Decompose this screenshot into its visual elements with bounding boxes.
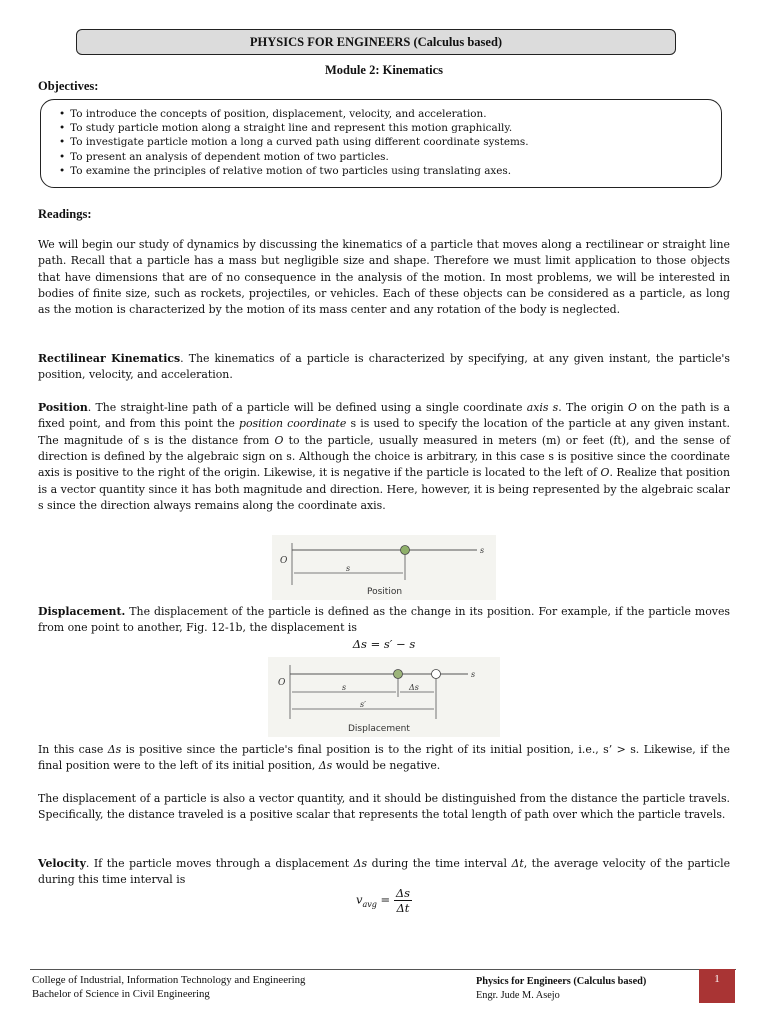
position-paragraph: Position. The straight-line path of a particle will be defined using a single coordinate axis s. The origin O on the path is a fixed point, and from this point the position coordinate s is used to specify the location of the particle at any given instant. The magnitude of s is the distance from O to the particle, usually measured in meters (m) or feet (ft), and the sense of direction is defined by the algebraic sign on s. Although the choice is arbitrary, in this case s is positive since the coordinate axis is positive to the right of the origin. Likewise, it is negative if the particle is located to the left of O. Realize that position is a vector quantity since it has both magnitude and direction. Here, however, it is being represented by the algebraic scalar s since the direction always remains along the coordinate axis. bbox=[38, 401, 730, 513]
position-caption: Position bbox=[367, 587, 403, 597]
fig-distance-label: s bbox=[346, 564, 351, 573]
svg-text:Δs: Δs bbox=[409, 683, 419, 692]
particle-icon bbox=[401, 546, 410, 555]
objectives-list bbox=[59, 107, 721, 178]
fig-axis-label: s bbox=[480, 546, 485, 555]
header-title: PHYSICS FOR ENGINEERS (Calculus based) bbox=[249, 34, 503, 49]
module-title: Module 2: Kinematics bbox=[324, 63, 444, 77]
svg-text:s: s bbox=[342, 683, 347, 692]
svg-text:s: s bbox=[471, 670, 476, 679]
objective-item: • To present an analysis of dependent motion of two particles. bbox=[59, 150, 721, 164]
footer-course: Physics for Engineers (Calculus based) bbox=[476, 976, 647, 987]
page-number: 1 bbox=[699, 969, 735, 1003]
svg-text:s′: s′ bbox=[360, 700, 366, 709]
header-title-box bbox=[76, 29, 676, 55]
objective-item: • To investigate particle motion a long a curved path using different coordinate systems. bbox=[59, 135, 721, 149]
final-particle-icon bbox=[432, 670, 441, 679]
position-figure bbox=[272, 535, 496, 600]
displacement-equation: Δs = s′ − s bbox=[352, 637, 416, 651]
displacement-paragraph: Displacement. The displacement of the particle is defined as the change in its position. For example, if the particle moves from one point to another, Fig. 12-1b, the displacement is bbox=[38, 605, 730, 635]
intro-paragraph: We will begin our study of dynamics by discussing the kinematics of a particle that moves along a rectilinear or straight line path. Recall that a particle has a mass but negligible size and shape. Therefore we must limit application to those objects that have dimensions that are of no consequence in the analysis of the motion. In most problems, we will be interested in bodies of finite size, such as rockets, projectiles, or vehicles. Each of these objects can be considered as a particle, as long as the motion is characterized by the motion of its mass center and any rotation of the body is neglected. bbox=[38, 238, 730, 317]
initial-particle-icon bbox=[394, 670, 403, 679]
objective-item: • To examine the principles of relative motion of two particles using translating axes. bbox=[59, 164, 721, 178]
objective-item: • To study particle motion along a straight line and represent this motion graphically. bbox=[59, 121, 721, 135]
svg-text:O: O bbox=[278, 678, 286, 688]
displacement-title: Displacement. bbox=[38, 605, 126, 618]
objective-item: • To introduce the concepts of position, displacement, velocity, and acceleration. bbox=[59, 107, 721, 121]
displacement-sign-paragraph: In this case Δs is positive since the particle's final position is to the right of its initial position, i.e., s’ > s. Likewise, if the final position were to the left of its initial position, Δs would be negative. bbox=[38, 743, 730, 773]
displacement-caption: Displacement bbox=[348, 724, 410, 734]
footer-left bbox=[32, 973, 305, 1001]
displacement-figure bbox=[268, 657, 500, 737]
velocity-equation: $v_{avg}$ = $\frac{\Delta s}{\Delta t}$ bbox=[355, 886, 411, 915]
vector-paragraph: The displacement of a particle is also a vector quantity, and it should be distinguished from the distance the particle travels. Specifically, the distance traveled is a positive scalar that represents the total length of path over which the particle travels. bbox=[38, 792, 730, 822]
fig-origin-label: O bbox=[280, 556, 288, 566]
objectives-label: Objectives: bbox=[38, 79, 99, 93]
footer-divider bbox=[30, 969, 736, 970]
footer-instructor: Engr. Jude M. Asejo bbox=[476, 990, 560, 1001]
rectilinear-paragraph: Rectilinear Kinematics. The kinematics of a particle is characterized by specifying, at any given instant, the particle's position, velocity, and acceleration. bbox=[38, 352, 730, 382]
velocity-paragraph: Velocity. If the particle moves through a displacement Δs during the time interval Δt, the average velocity of the particle during this time interval is bbox=[38, 857, 731, 887]
footer-program: Bachelor of Science in Civil Engineering bbox=[32, 988, 210, 1000]
rectilinear-title: Rectilinear Kinematics bbox=[38, 352, 181, 365]
velocity-title: Velocity bbox=[38, 857, 86, 870]
objectives-box bbox=[40, 99, 722, 188]
readings-label: Readings: bbox=[38, 207, 92, 221]
footer-right bbox=[476, 975, 646, 1003]
footer-college: College of Industrial, Information Technology and Engineering bbox=[32, 974, 306, 986]
position-title: Position bbox=[38, 401, 88, 414]
